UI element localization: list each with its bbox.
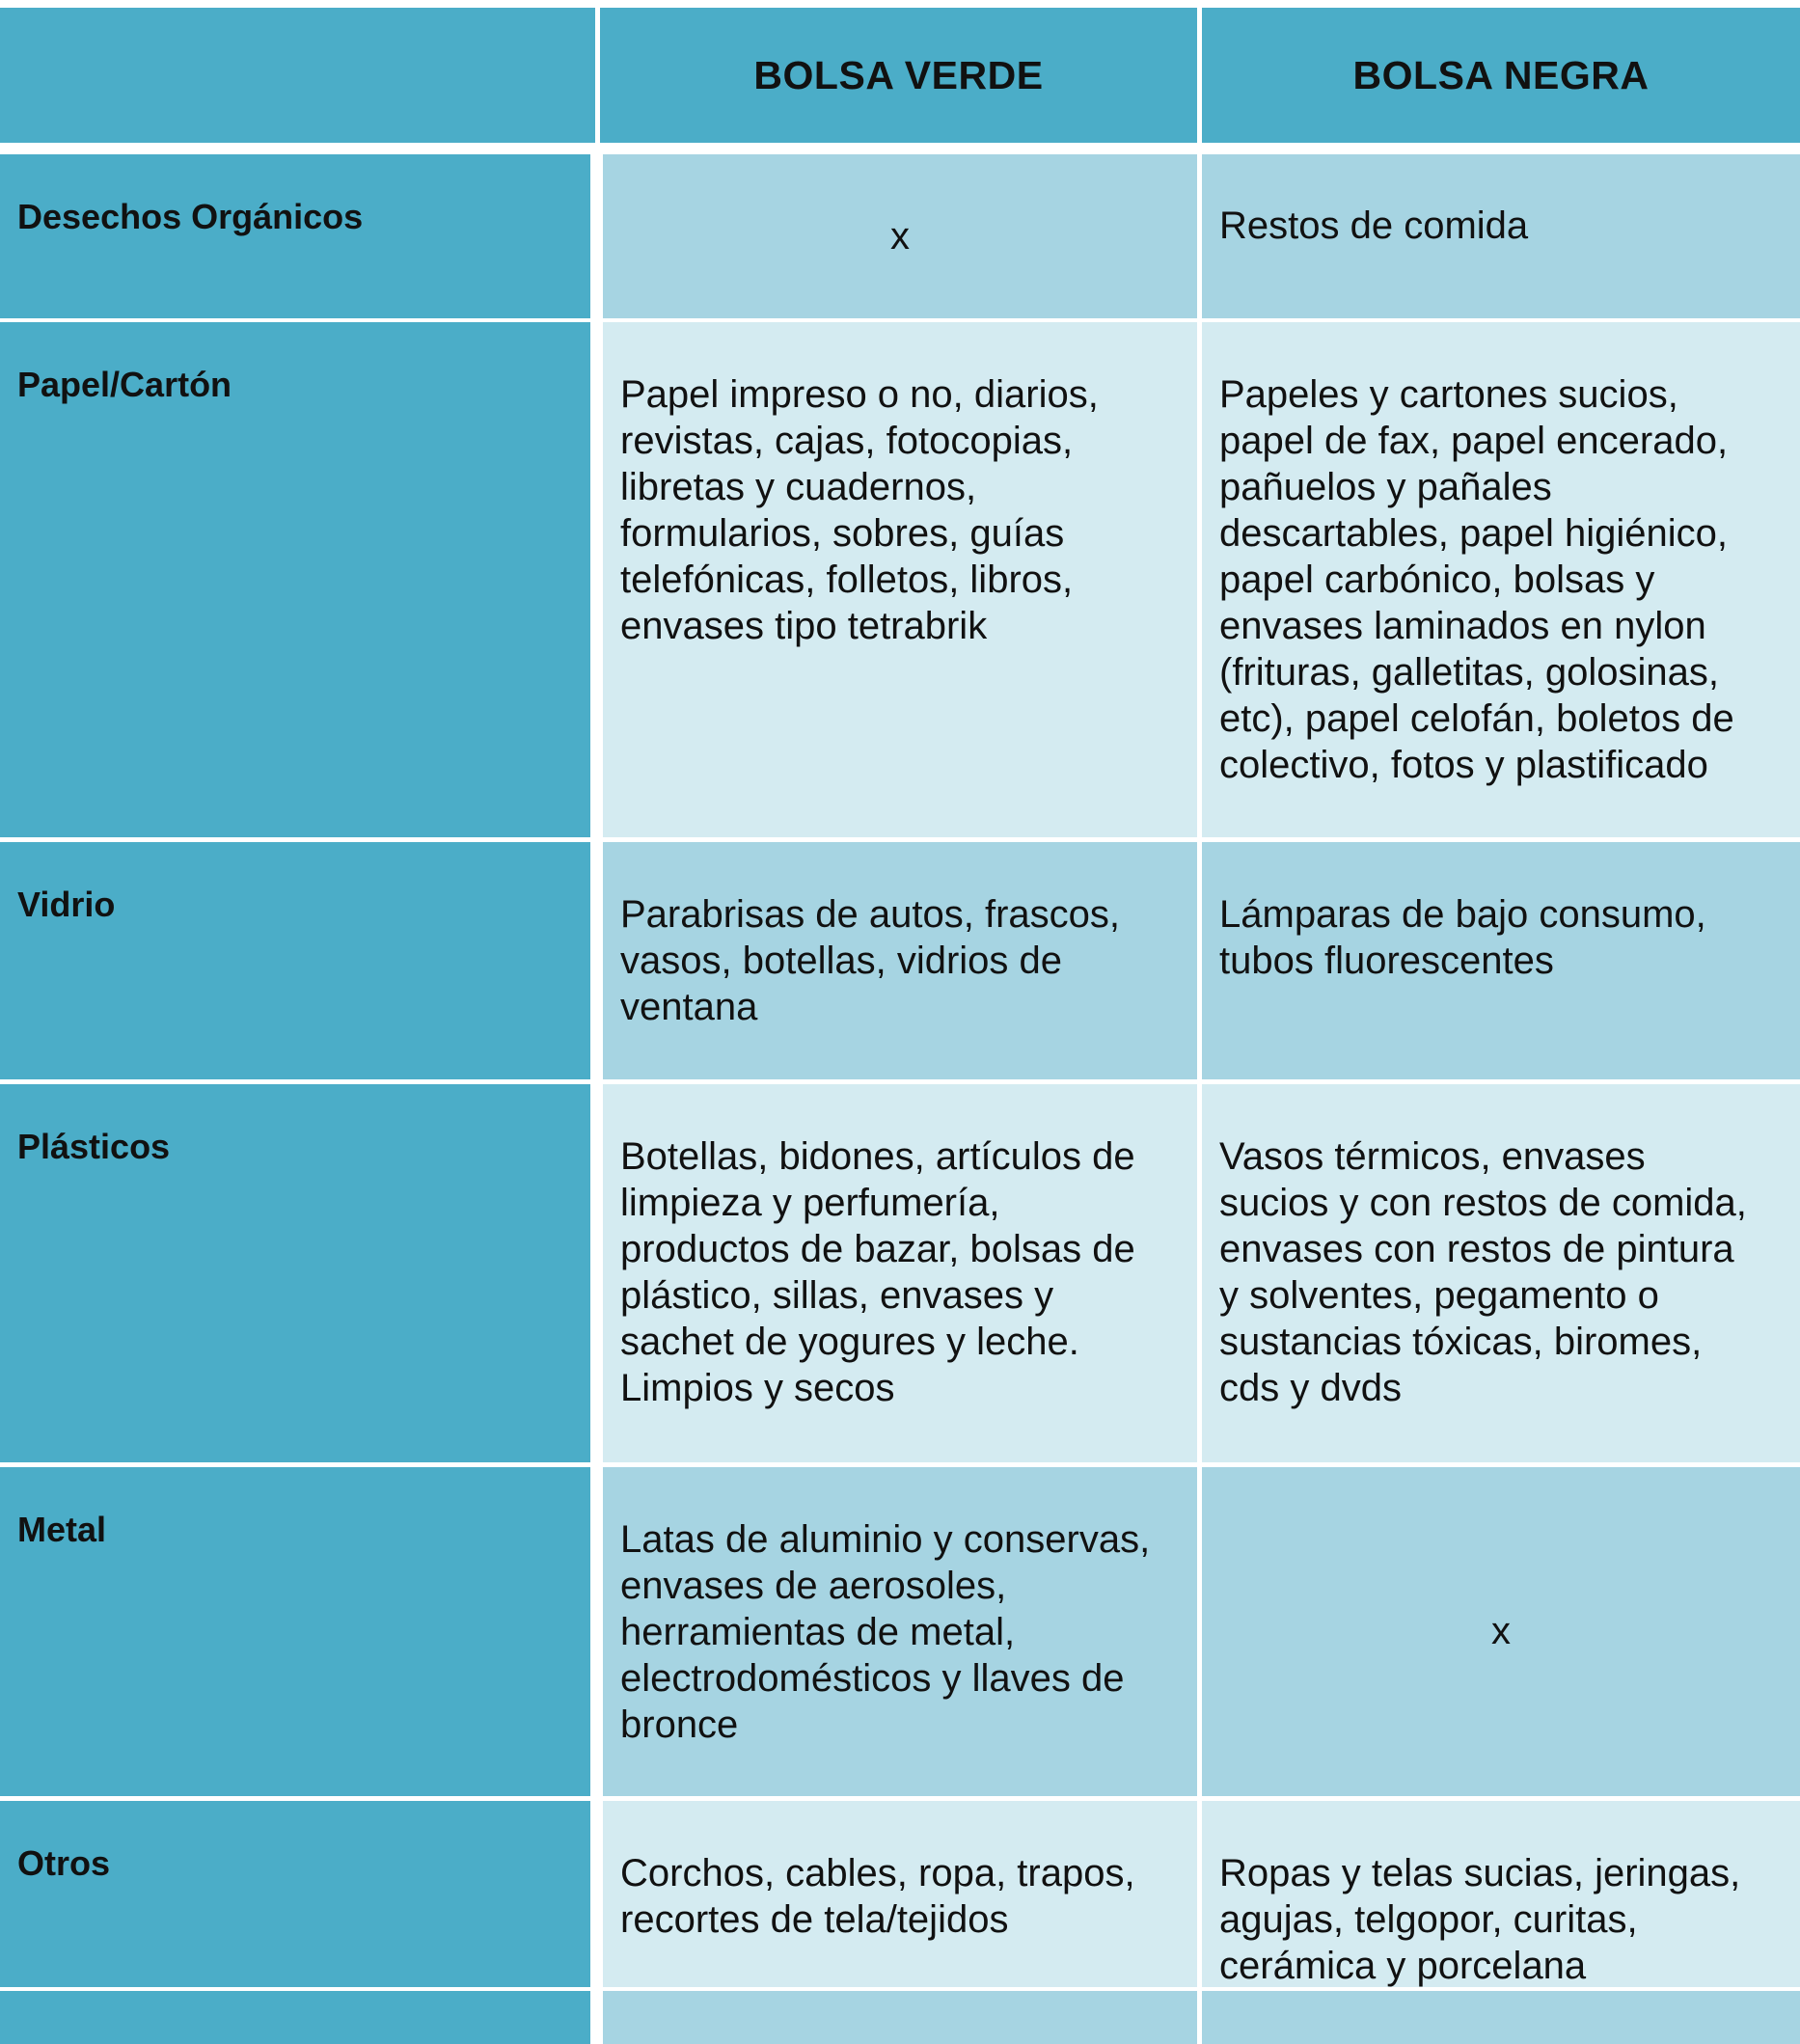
header-bolsa-verde: BOLSA VERDE [600,8,1197,143]
cell-verde-papel-carton: Papel impreso o no, diarios, revistas, cajas, fotocopias, libretas y cuadernos, formularios, sobres, guías telefónicas, folletos, libros, envases tipo tetrabrik [603,322,1197,837]
cell-negra-metal: x [1202,1467,1800,1796]
cell-verde-metal: Latas de aluminio y conservas, envases de aerosoles, herramientas de metal, electrodomésticos y llaves de bronce [603,1467,1197,1796]
cell-negra-plasticos: Vasos térmicos, envases sucios y con restos de comida, envases con restos de pintura y solventes, pegamento o sustancias tóxicas, biromes, cds y dvds [1202,1084,1800,1462]
cell-verde-vidrio: Parabrisas de autos, frascos, vasos, botellas, vidrios de ventana [603,842,1197,1079]
cell-negra-vidrio: Lámparas de bajo consumo, tubos fluorescentes [1202,842,1800,1079]
row-label-vidrio: Vidrio [0,842,590,1079]
cell-verde-organicos: x [603,154,1197,318]
cell-verde-otros: Corchos, cables, ropa, trapos, recortes de tela/tejidos [603,1801,1197,1987]
row-label-papel-carton: Papel/Cartón [0,322,590,837]
header-empty-cell [0,8,595,143]
cell-negra-otros: Ropas y telas sucias, jeringas, agujas, telgopor, curitas, cerámica y porcelana [1202,1801,1800,1987]
cell-verde-plasticos: Botellas, bidones, artículos de limpieza y perfumería, productos de bazar, bolsas de plástico, sillas, envases y sachet de yogures y leche. Limpios y secos [603,1084,1197,1462]
row-label-organicos: Desechos Orgánicos [0,154,590,318]
header-bolsa-negra: BOLSA NEGRA [1202,8,1800,143]
cell-negra-papel-carton: Papeles y cartones sucios, papel de fax, papel encerado, pañuelos y pañales descartables, papel higiénico, papel carbónico, bolsas y envases laminados en nylon (frituras, galletitas, golosinas, etc), papel celofán, boletos de colectivo, fotos y plastificado [1202,322,1800,837]
row-label-plasticos: Plásticos [0,1084,590,1462]
row-label-partial [0,1991,590,2044]
row-label-metal: Metal [0,1467,590,1796]
cell-verde-partial [603,1991,1197,2044]
cell-negra-organicos: Restos de comida [1202,154,1800,318]
row-label-otros: Otros [0,1801,590,1987]
cell-negra-partial [1202,1991,1800,2044]
